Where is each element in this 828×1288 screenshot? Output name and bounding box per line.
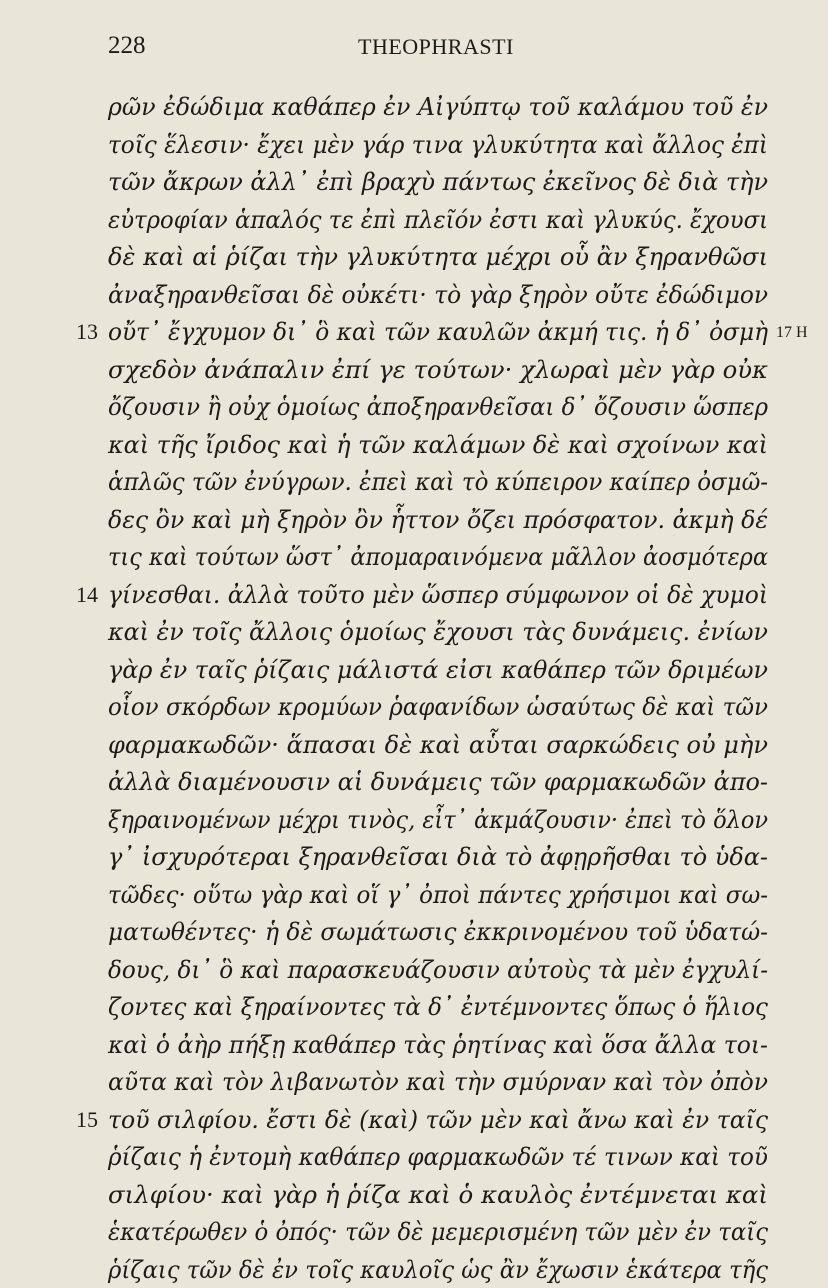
line-text: τῶν ἄκρων ἀλλ᾽ ἐπὶ βραχὺ πάντως ἐκεῖνος δὲ διὰ τὴν	[108, 163, 768, 201]
line-text: φαρμακωδῶν· ἅπασαι δὲ καὶ αὗται σαρκώδεις οὐ μὴν	[108, 726, 768, 764]
text-line	[108, 988, 772, 1026]
line-text: καὶ ὁ ἀὴρ πήξῃ καθάπερ τὰς ῥητίνας καὶ ὅσα ἄλλα τοι-	[108, 1026, 768, 1064]
text-line	[108, 726, 772, 764]
text-line	[108, 1176, 772, 1214]
line-text: αῦτα καὶ τὸν λιβανωτὸν καὶ τὴν σμύρναν καὶ τὸν ὀπὸν	[108, 1063, 768, 1101]
line-text: οὔτ᾽ ἔγχυμον δι᾽ ὃ καὶ τῶν καυλῶν ἀκμή τις. ἡ δ᾽ ὀσμὴ	[108, 313, 768, 351]
line-text: τοῦ σιλφίου. ἔστι δὲ (καὶ) τῶν μὲν καὶ ἄνω καὶ ἐν ταῖς	[108, 1101, 768, 1139]
text-line	[108, 951, 772, 989]
line-text: ῥίζαις ἡ ἐντομὴ καθάπερ φαρμακωδῶν τέ τινων καὶ τοῦ	[108, 1138, 768, 1176]
line-text: ἀναξηρανθεῖσαι δὲ οὐκέτι· τὸ γὰρ ξηρὸν οὔτε ἐδώδιμον	[108, 276, 768, 314]
line-text: ἀλλὰ διαμένουσιν αἱ δυνάμεις τῶν φαρμακωδῶν ἀπο-	[108, 763, 768, 801]
line-text: δους, δι᾽ ὃ καὶ παρασκευάζουσιν αὐτοὺς τὰ μὲν ἐγχυλί-	[108, 951, 768, 989]
text-line	[108, 913, 772, 951]
line-text: οἷον σκόρδων κρομύων ῥαφανίδων ὡσαύτως δὲ καὶ τῶν	[108, 688, 768, 726]
text-line	[108, 501, 772, 539]
line-text: ἁπλῶς τῶν ἐνύγρων. ἐπεὶ καὶ τὸ κύπειρον καίπερ ὀσμῶ-	[108, 463, 768, 501]
section-number: 15	[76, 1101, 98, 1139]
text-line	[108, 801, 772, 839]
line-text: τῶδες· οὕτω γὰρ καὶ οἵ γ᾽ ὀποὶ πάντες χρήσιμοι καὶ σω-	[108, 876, 768, 914]
line-text: ζοντες καὶ ξηραίνοντες τὰ δ᾽ ἐντέμνοντες ὅπως ὁ ἥλιος	[108, 988, 768, 1026]
line-text: δὲ καὶ αἱ ῥίζαι τὴν γλυκύτητα μέχρι οὗ ἂν ξηρανθῶσι	[108, 238, 768, 276]
line-text: ἑκατέρωθεν ὁ ὀπός· τῶν δὲ μεμερισμένη τῶν μὲν ἐν ταῖς	[108, 1213, 768, 1251]
line-text: γίνεσθαι. ἀλλὰ τοῦτο μὲν ὥσπερ σύμφωνον οἱ δὲ χυμοὶ	[108, 576, 768, 614]
text-line	[108, 1026, 772, 1064]
line-text: εὐτροφίαν ἁπαλός τε ἐπὶ πλεῖόν ἐστι καὶ γλυκύς. ἔχουσι	[108, 201, 768, 239]
greek-text-block	[108, 88, 772, 1288]
line-text: ῥίζαις τῶν δὲ ἐν τοῖς καυλοῖς ὡς ἂν ἔχωσιν ἑκάτερα τῆς	[108, 1251, 768, 1288]
text-line	[108, 613, 772, 651]
text-line	[108, 1251, 772, 1288]
text-line	[108, 688, 772, 726]
line-text: καὶ ἐν τοῖς ἄλλοις ὁμοίως ἔχουσι τὰς δυνάμεις. ἐνίων	[108, 613, 768, 651]
line-text: ὄζουσιν ἢ οὐχ ὁμοίως ἀποξηρανθεῖσαι δ᾽ ὄζουσιν ὥσπερ	[108, 388, 768, 426]
text-line	[108, 163, 772, 201]
margin-reference: 17 H	[776, 314, 808, 352]
text-line	[108, 276, 772, 314]
text-line	[108, 1063, 772, 1101]
text-line	[108, 463, 772, 501]
text-line	[108, 313, 772, 351]
running-title: THEOPHRASTI	[358, 34, 514, 60]
line-text: ματωθέντες· ἡ δὲ σωμάτωσις ἐκκρινομένου τοῦ ὑδατώ-	[108, 913, 768, 951]
line-text: καὶ τῆς ἴριδος καὶ ἡ τῶν καλάμων δὲ καὶ σχοίνων καὶ	[108, 426, 768, 464]
text-line	[108, 426, 772, 464]
section-number: 14	[76, 576, 98, 614]
section-number: 13	[76, 313, 98, 351]
text-line	[108, 126, 772, 164]
line-text: δες ὂν καὶ μὴ ξηρὸν ὂν ἧττον ὄζει πρόσφατον. ἀκμὴ δέ	[108, 501, 768, 539]
text-line	[108, 538, 772, 576]
text-line	[108, 763, 772, 801]
text-line	[108, 838, 772, 876]
text-line	[108, 238, 772, 276]
line-text: τοῖς ἕλεσιν· ἔχει μὲν γάρ τινα γλυκύτητα καὶ ἄλλος ἐπὶ	[108, 126, 768, 164]
text-line	[108, 1138, 772, 1176]
line-text: γὰρ ἐν ταῖς ῥίζαις μάλιστά εἰσι καθάπερ τῶν δριμέων	[108, 651, 768, 689]
line-text: ξηραινομένων μέχρι τινὸς, εἶτ᾽ ἀκμάζουσιν· ἐπεὶ τὸ ὅλον	[108, 801, 768, 839]
text-line	[108, 576, 772, 614]
text-line	[108, 876, 772, 914]
text-line	[108, 351, 772, 389]
text-line	[108, 651, 772, 689]
line-text: σχεδὸν ἀνάπαλιν ἐπί γε τούτων· χλωραὶ μὲν γὰρ οὐκ	[108, 351, 768, 389]
line-text: σιλφίου· καὶ γὰρ ἡ ῥίζα καὶ ὁ καυλὸς ἐντέμνεται καὶ	[108, 1176, 768, 1214]
line-text: ρῶν ἐδώδιμα καθάπερ ἐν Αἰγύπτῳ τοῦ καλάμου τοῦ ἐν	[108, 88, 768, 126]
text-line	[108, 88, 772, 126]
text-line	[108, 201, 772, 239]
line-text: γ᾽ ἰσχυρότεραι ξηρανθεῖσαι διὰ τὸ ἀφῃρῆσθαι τὸ ὑδα-	[108, 838, 768, 876]
text-line	[108, 1101, 772, 1139]
page-number: 228	[108, 32, 146, 60]
line-text: τις καὶ τούτων ὥστ᾽ ἀπομαραινόμενα μᾶλλον ἀοσμότερα	[108, 538, 768, 576]
text-line	[108, 1213, 772, 1251]
running-head	[0, 30, 800, 70]
text-line	[108, 388, 772, 426]
